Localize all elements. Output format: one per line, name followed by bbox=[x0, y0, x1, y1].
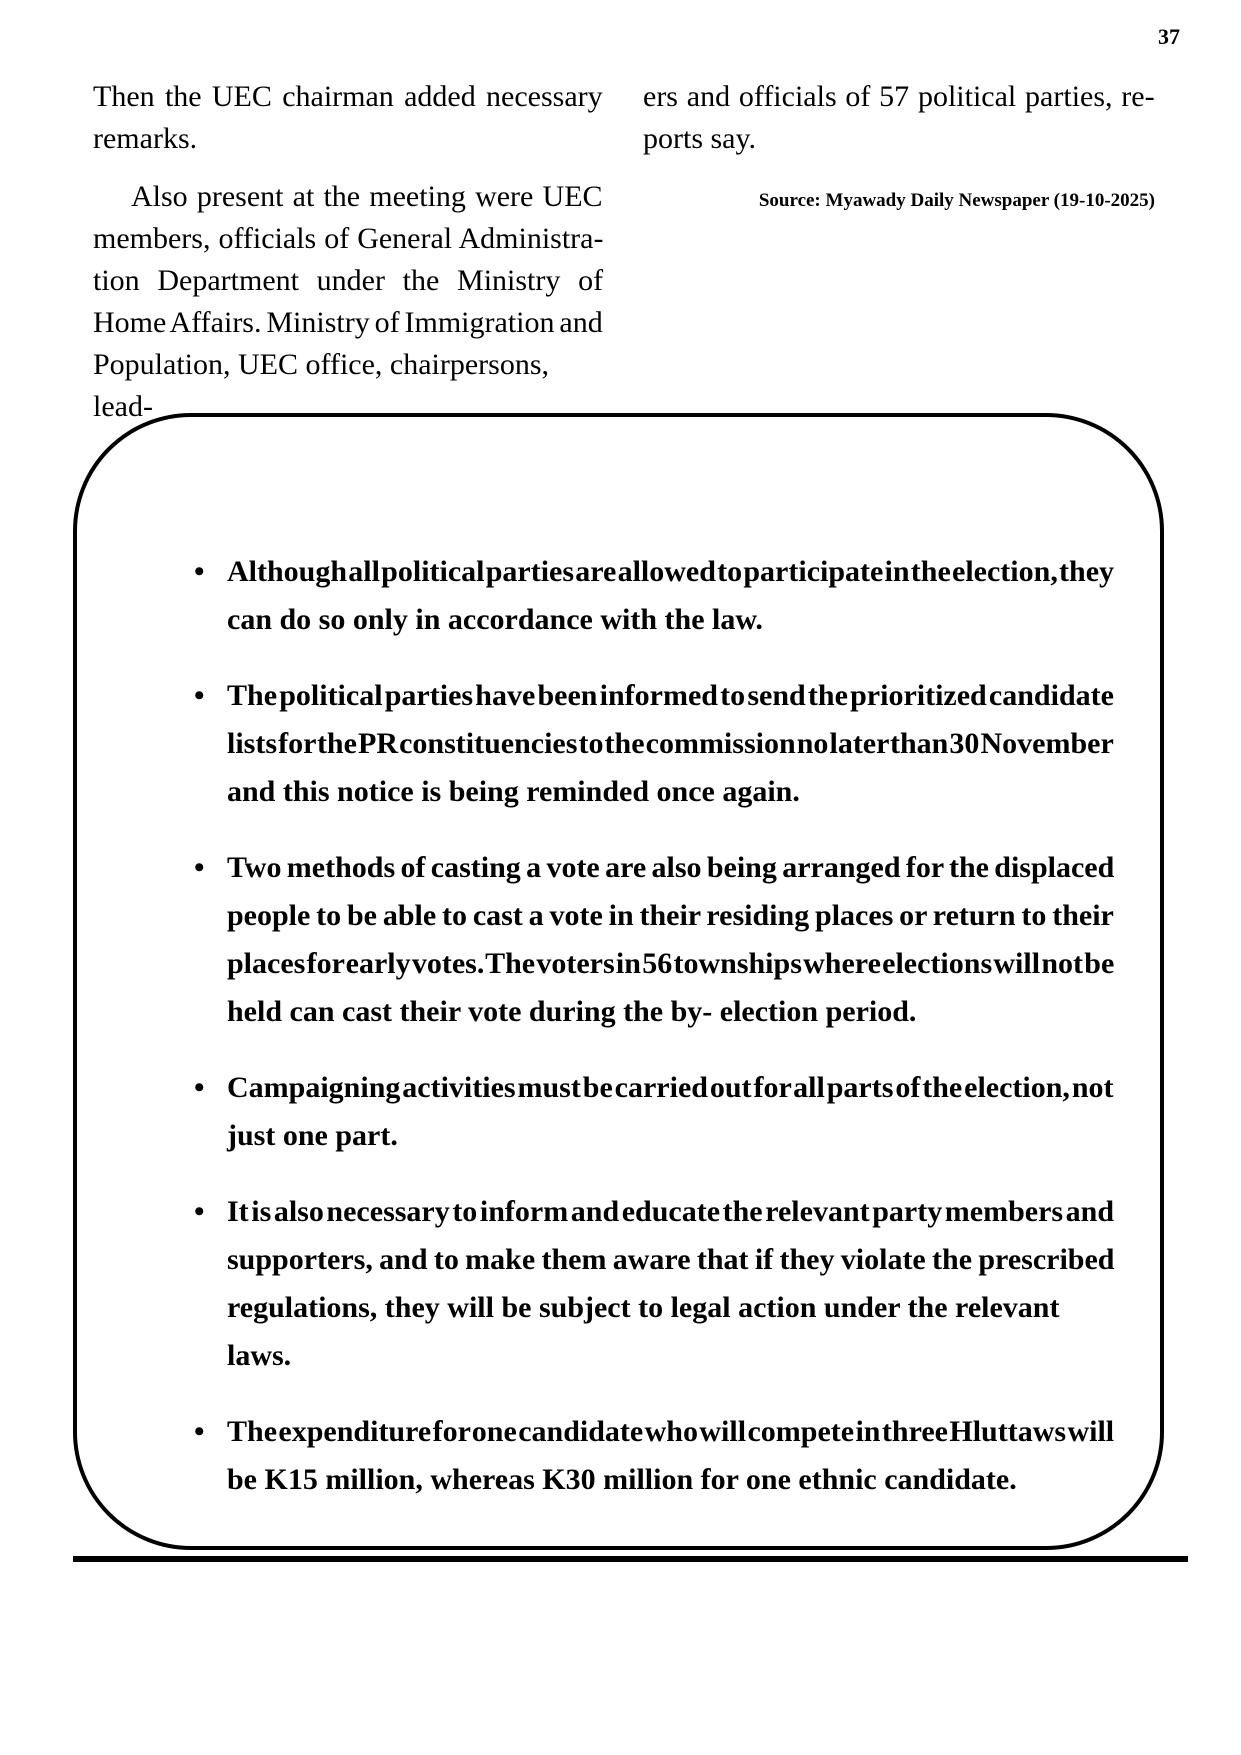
bullet-text bbox=[227, 548, 1114, 644]
text-line: The expenditure for one candidate who will compete in three Hluttaws will bbox=[227, 1415, 1115, 1448]
text-line: members, officials of General Administra- bbox=[93, 222, 604, 255]
bullet-icon: • bbox=[194, 679, 205, 712]
text-line: can do so only in accordance with the law. bbox=[227, 603, 763, 636]
bullet-item bbox=[152, 1064, 1114, 1160]
bullet-item bbox=[152, 1408, 1114, 1504]
bullet-icon: • bbox=[194, 851, 205, 884]
page-number: 37 bbox=[1158, 24, 1180, 49]
bullet-text bbox=[227, 672, 1114, 816]
text-line: held can cast their vote during the by- election period. bbox=[227, 995, 917, 1028]
text-line: Two methods of casting a vote are also being arranged for the displaced bbox=[227, 851, 1115, 884]
text-line: be K15 million, whereas K30 million for one ethnic candidate. bbox=[227, 1463, 1017, 1496]
text-line: tion Department under the Ministry of bbox=[93, 264, 604, 297]
bullet-item bbox=[152, 548, 1114, 644]
bullet-text bbox=[227, 844, 1114, 1036]
text-line: It is also necessary to inform and educate the relevant party members and bbox=[227, 1195, 1115, 1228]
bullet-list bbox=[77, 417, 1160, 1532]
text-line: and this notice is being reminded once again. bbox=[227, 775, 800, 808]
text-line: people to be able to cast a vote in their residing places or return to their bbox=[227, 899, 1114, 932]
bottom-rule bbox=[73, 1556, 1188, 1562]
text-line: The political parties have been informed to send the prioritized candidate bbox=[227, 679, 1114, 712]
text-line: lists for the PR constituencies to the commission no later than 30 November bbox=[227, 727, 1114, 760]
text-line: ers and officials of 57 political parties, re- bbox=[643, 80, 1155, 113]
text-line: places for early votes. The voters in 56 townships where elections will not be bbox=[227, 947, 1115, 980]
summary-box bbox=[73, 413, 1164, 1550]
text-line: supporters, and to make them aware that if they violate the prescribed bbox=[227, 1243, 1115, 1276]
bullet-icon: • bbox=[194, 1195, 205, 1228]
text-line: Then the UEC chairman added necessary bbox=[93, 80, 603, 113]
text-line: regulations, they will be subject to legal action under the relevant laws. bbox=[227, 1291, 1060, 1372]
bullet-icon: • bbox=[194, 555, 205, 588]
bullet-item bbox=[152, 672, 1114, 816]
bullet-item bbox=[152, 844, 1114, 1036]
bullet-icon: • bbox=[194, 1071, 205, 1104]
bullet-item bbox=[152, 1188, 1114, 1380]
bullet-text bbox=[227, 1408, 1114, 1504]
bullet-text bbox=[227, 1188, 1114, 1380]
source-credit: Source: Myawady Daily Newspaper (19-10-2025) bbox=[758, 190, 1155, 211]
article-left-column bbox=[93, 76, 603, 444]
bullet-text bbox=[227, 1064, 1114, 1160]
article-right-column bbox=[643, 76, 1155, 176]
text-line: remarks. bbox=[93, 122, 198, 155]
bullet-icon: • bbox=[194, 1415, 205, 1448]
text-line: Also present at the meeting were UEC bbox=[131, 180, 603, 213]
text-line: Although all political parties are allowed to participate in the election, they bbox=[227, 555, 1115, 588]
text-line: Home Affairs. Ministry of Immigration and bbox=[93, 306, 603, 339]
paragraph bbox=[93, 76, 603, 160]
text-line: Campaigning activities must be carried out for all parts of the election, not bbox=[227, 1071, 1114, 1104]
paragraph bbox=[93, 176, 603, 428]
paragraph bbox=[643, 76, 1155, 160]
text-line: Population, UEC office, chairpersons, lead- bbox=[93, 348, 550, 423]
text-line: just one part. bbox=[227, 1119, 398, 1152]
text-line: ports say. bbox=[643, 122, 757, 155]
